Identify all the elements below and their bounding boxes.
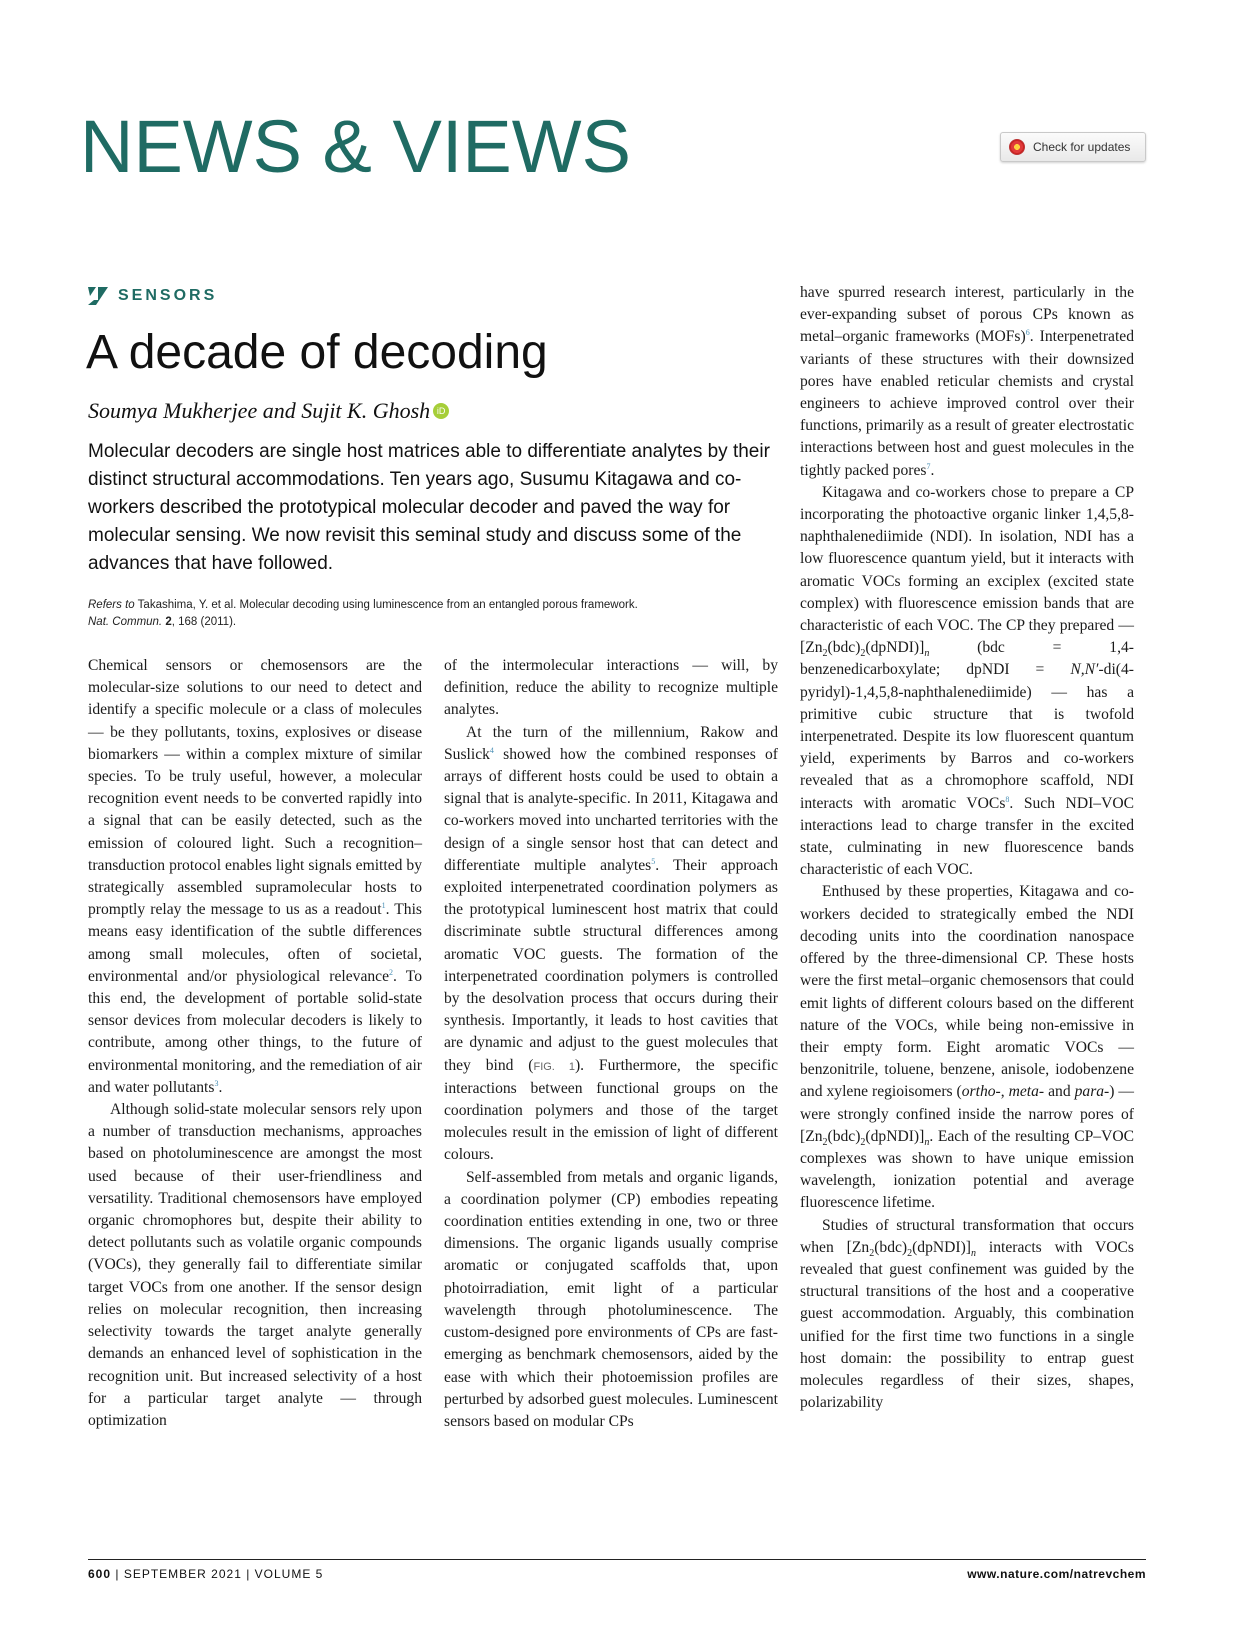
sensors-icon — [88, 287, 108, 305]
authors-line — [88, 398, 449, 424]
citation-link[interactable]: 3 — [214, 1078, 219, 1088]
author-names: Soumya Mukherjee and Sujit K. Ghosh — [88, 398, 431, 423]
citation-link[interactable]: 6 — [1025, 328, 1030, 338]
section-name: SENSORS — [118, 287, 218, 304]
paragraph: of the intermolecular interactions — will, by definition, reduce the ability to recognize multiple analytes. — [444, 657, 778, 719]
refers-prefix: Refers to — [88, 599, 135, 611]
body-column-2 — [444, 655, 778, 1433]
refers-journal: Nat. Commun. — [88, 616, 163, 628]
citation-link[interactable]: 1 — [381, 901, 386, 911]
refers-volume: 2 — [165, 616, 172, 628]
citation-link[interactable]: 4 — [489, 745, 494, 755]
paragraph: Studies of structural transformation that occurs when $[Zn_2(bdc)_2(dpNDI)]_n$ interacts with VOCs revealed that guest confinement was guided by the structural transitions of the host and a cooperative guest accommodation. Arguably, this combination unified for the first time two functions in a single host domain: the possibility to entrap guest molecules regardless of their sizes, shapes, polarizability — [800, 1216, 1134, 1412]
page-number: 600 — [88, 1567, 112, 1581]
standfirst: Molecular decoders are single host matrices able to differentiate analytes by their distinct structural accommodations. Ten years ago, Susumu Kitagawa and co-workers described the prototypical molecular decoder and paved the way for molecular sensing. We now revisit this seminal study and discuss some of the advances that have followed. — [88, 441, 770, 574]
check-for-updates-button[interactable] — [1000, 132, 1146, 162]
paragraph: Self-assembled from metals and organic ligands, a coordination polymer (CP) embodies repeating coordination entities extending in one, two or three dimensions. The organic ligands usually comprise aromatic or conjugated scaffolds that, upon photoirradiation, emit light of a particular wavelength through photoluminescence. The custom-designed pore environments of CPs are fast-emerging as benchmark chemosensors, aided by the ease with which their photoemission profiles are perturbed by adsorbed guest molecules. Luminescent sensors based on modular CPs — [444, 1168, 778, 1430]
paragraph: Although solid-state molecular sensors rely upon a number of transduction mechanisms, approaches based on photoluminescence are amongst the most used because of their user-friendliness and versatility. Traditional chemosensors have employed organic chromophores but, despite their ability to detect pollutants such as volatile organic compounds (VOCs), they generally fail to differentiate similar target VOCs from one another. If the sensor design relies on molecular recognition, then increasing selectivity towards the target analyte generally demands an enhanced level of sophistication in the recognition unit. But increased selectivity of a host for a particular target analyte — through optimization — [88, 1101, 422, 1429]
citation-link[interactable]: 2 — [389, 967, 394, 977]
refers-text[interactable]: Takashima, Y. et al. Molecular decoding using luminescence from an entangled porous framework. — [137, 599, 638, 611]
body-column-3 — [800, 282, 1134, 1414]
paragraph: have spurred research interest, particularly in the ever-expanding subset of porous CPs known as metal–organic frameworks (MOFs)$^6$. Interpenetrated variants of these structures with their downsized pores have enabled reticular chemists and crystal engineers to achieve improved control over their functions, primarily as a result of greater electrostatic interactions between host and guest molecules in the tightly packed pores$^7$. — [800, 284, 1134, 479]
citation-link[interactable]: 8 — [1005, 794, 1010, 804]
check-for-updates-label: Check for updates — [1033, 140, 1131, 154]
citation-link[interactable]: 5 — [651, 856, 656, 866]
body-column-1 — [88, 655, 422, 1432]
footer-rule — [88, 1559, 1146, 1560]
paragraph: At the turn of the millennium, Rakow and Suslick$^4$ showed how the combined responses of arrays of different hosts could be used to obtain a signal that is analyte-specific. In 2011, Kitagawa and co-workers moved into uncharted territories with the design of a single sensor host that can detect and differentiate multiple analytes$^5$. Their approach exploited interpenetrated coordination polymers as the prototypical luminescent host matrix that could discriminate subtle structural differences among aromatic VOC guests. The formation of the interpenetrated coordination polymers is controlled by the desolvation process that occurs during their synthesis. Importantly, it leads to host cavities that are dynamic and adjust to the guest molecules that they bind (FIG. 1). Furthermore, the specific interactions between functional groups on the coordination polymers and those of the target molecules result in the emission of light of different colours. — [444, 723, 779, 1164]
figure-link[interactable]: FIG. 1 — [533, 1060, 575, 1073]
journal-banner: NEWS & VIEWS — [80, 105, 631, 188]
issue-info: | SEPTEMBER 2021 | VOLUME 5 — [115, 1567, 324, 1581]
orcid-icon[interactable]: iD — [433, 403, 449, 419]
crossmark-icon — [1009, 139, 1025, 155]
refers-to — [88, 597, 778, 631]
paragraph: Chemical sensors or chemosensors are the molecular-size solutions to our need to detect and identify a specific molecule or a class of molecules — be they pollutants, toxins, explosives or disease biomarkers — within a complex mixture of similar species. To be truly useful, however, a molecular recognition event needs to be converted rapidly into a signal that can be easily detected, such as the emission of coloured light. Such a recognition–transduction protocol enables light signals emitted by strategically assembled supramolecular hosts to promptly relay the message to us as a readout$^1$. This means easy identification of the subtle differences among small molecules, often of societal, environmental and/or physiological relevance$^2$. To this end, the development of portable solid-state sensor devices from molecular decoders is likely to contribute, among other things, to the future of environmental monitoring, and the remediation of air and water pollutants$^3$. — [88, 657, 422, 1096]
footer-folio — [88, 1567, 323, 1581]
section-label — [88, 287, 217, 305]
paragraph: Kitagawa and co-workers chose to prepare a CP incorporating the photoactive organic linker 1,4,5,8-naphthalenediimide (NDI). In isolation, NDI has a low fluorescence quantum yield, but it interacts with aromatic VOCs forming an exciplex (excited state complex) with fluorescence emission bands that are characteristic of each VOC. The CP they prepared — $[Zn_2(bdc)_2(dpNDI)]_n$ (bdc = 1,4-benzenedicarboxylate; dpNDI = N,N′-di(4-pyridyl)-1,4,5,8-naphthalenediimide) — has a primitive cubic structure that is twofold interpenetrated. Despite its low fluorescent quantum yield, experiments by Barros and co-workers revealed that as a chromophore scaffold, NDI interacts with aromatic VOCs$^8$. Such NDI–VOC interactions lead to charge transfer in the excited state, culminating in new fluorescence bands characteristic of each VOC. — [800, 483, 1134, 879]
paragraph: Enthused by these properties, Kitagawa and co-workers decided to strategically embed the NDI decoding units into the coordination nanospace offered by the three-dimensional CP. These hosts were the first metal–organic chemosensors that could emit lights of different colours based on the different nature of the VOCs, while being non-emissive in their empty form. Eight aromatic VOCs — benzonitrile, toluene, benzene, anisole, iodobenzene and xylene regioisomers (ortho-, meta- and para-) — were strongly confined inside the narrow pores of $[Zn_2(bdc)_2(dpNDI)]_n$. Each of the resulting CP–VOC complexes was shown to have unique emission wavelength, ionization potential and average fluorescence lifetime. — [800, 883, 1135, 1212]
refers-pages: , 168 (2011). — [171, 616, 237, 628]
article-title: A decade of decoding — [86, 326, 548, 379]
citation-link[interactable]: 7 — [926, 461, 931, 471]
journal-url[interactable]: www.nature.com/natrevchem — [967, 1567, 1146, 1581]
